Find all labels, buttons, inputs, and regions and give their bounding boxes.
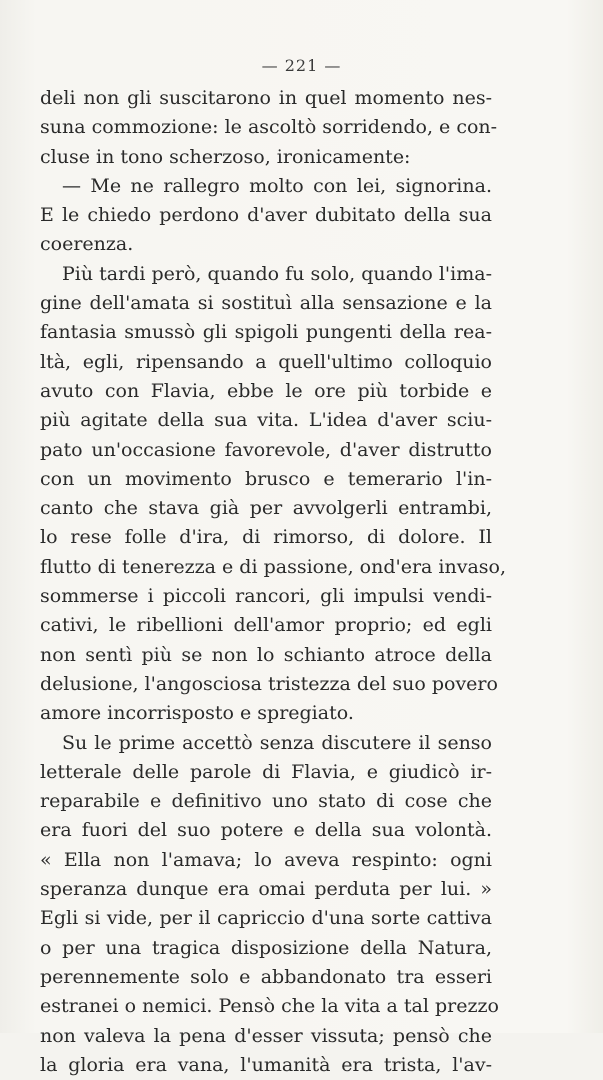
- text-line: « Ella non l'amava; lo aveva respinto: ogni: [40, 848, 492, 871]
- text-line: deli non gli suscitarono in quel momento nes-: [40, 87, 492, 109]
- text-line: canto che stava già per avvolgerli entrambi,: [40, 497, 492, 520]
- body-text: [40, 84, 507, 1080]
- text-line: delusione, l'angosciosa tristezza del suo povero: [40, 672, 498, 695]
- text-line: cativi, le ribellioni dell'amor proprio; ed egli: [40, 614, 492, 637]
- text-line: fantasia smussò gli spigoli pungenti della rea-: [40, 321, 492, 344]
- text-line: cluse in tono scherzoso, ironicamente:: [40, 145, 411, 168]
- text-line: ltà, egli, ripensando a quell'ultimo colloquio: [40, 350, 492, 373]
- text-line: suna commozione: le ascoltò sorridendo, e con-: [40, 116, 498, 139]
- text-line: estranei o nemici. Pensò che la vita a tal prezzo: [40, 995, 499, 1018]
- text-line: coerenza.: [40, 233, 134, 256]
- text-line: non valeva la pena d'esser vissuta; pensò che: [40, 1024, 492, 1047]
- text-line: Più tardi però, quando fu solo, quando l'ima-: [62, 262, 492, 285]
- text-line: sommerse i piccoli rancori, gli impulsi vendi-: [40, 585, 492, 608]
- text-line: lo rese folle d'ira, di rimorso, di dolore. Il: [40, 526, 492, 549]
- text-line: flutto di tenerezza e di passione, ond'era invaso,: [40, 555, 507, 578]
- text-line: reparabile e definitivo uno stato di cose che: [40, 790, 492, 813]
- text-line: — Me ne rallegro molto con lei, signorina.: [62, 174, 492, 197]
- text-line: o per una tragica disposizione della Natura,: [40, 936, 492, 959]
- text-line: avuto con Flavia, ebbe le ore più torbide e: [40, 379, 492, 402]
- text-line: Egli si vide, per il capriccio d'una sorte cattiva: [40, 907, 492, 930]
- text-line: più agitate della sua vita. L'idea d'aver sciu-: [40, 409, 492, 432]
- text-line: pato un'occasione favorevole, d'aver distrutto: [40, 438, 492, 461]
- text-line: E le chiedo perdono d'aver dubitato della sua: [40, 204, 492, 227]
- text-line: amore incorrisposto e spregiato.: [40, 702, 354, 725]
- text-line: gine dell'amata si sostituì alla sensazione e la: [40, 292, 492, 315]
- text-line: la gloria era vana, l'umanità era trista, l'av-: [40, 1053, 492, 1076]
- page-number: — 221 —: [261, 56, 342, 75]
- text-line: non sentì più se non lo schianto atroce della: [40, 643, 492, 666]
- text-line: speranza dunque era omai perduta per lui. »: [40, 878, 492, 901]
- text-line: con un movimento brusco e temerario l'in-: [40, 467, 492, 490]
- text-line: era fuori del suo potere e della sua volontà.: [40, 819, 492, 842]
- text-line: Su le prime accettò senza discutere il senso: [62, 731, 492, 754]
- text-line: perennemente solo e abbandonato tra esseri: [40, 965, 492, 988]
- text-line: letterale delle parole di Flavia, e giudicò ir-: [40, 760, 492, 783]
